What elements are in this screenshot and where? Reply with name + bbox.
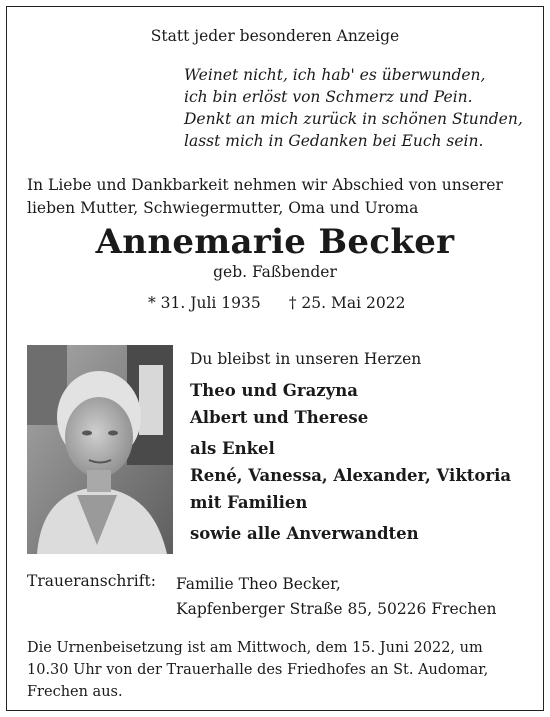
mourning-address: [176, 572, 497, 622]
poem: [184, 64, 523, 152]
deceased-name: Annemarie Becker: [95, 222, 455, 262]
poem-line: ich bin erlöst von Schmerz und Pein.: [184, 88, 473, 106]
farewell-line: lieben Mutter, Schwiegermutter, Oma und Uroma: [27, 199, 419, 217]
funeral-line: Die Urnenbeisetzung ist am Mittwoch, dem 15. Juni 2022, um: [27, 640, 483, 656]
heart-line: Du bleibst in unseren Herzen: [190, 350, 422, 368]
address-line-1: Familie Theo Becker,: [176, 575, 341, 593]
death-date: † 25. Mai 2022: [288, 294, 406, 312]
funeral-line: 10.30 Uhr von der Trauerhalle des Friedhofes an St. Audomar,: [27, 662, 489, 678]
life-dates: [148, 294, 405, 312]
address-line-2: Kapfenberger Straße 85, 50226 Frechen: [176, 600, 497, 618]
poem-line: Denkt an mich zurück in schönen Stunden,: [184, 110, 523, 128]
family-couple-2: Albert und Therese: [190, 408, 369, 427]
address-label: Traueranschrift:: [27, 572, 156, 590]
family-block: [190, 346, 511, 547]
with-families: mit Familien: [190, 493, 308, 512]
family-couple-1: Theo und Grazyna: [190, 381, 358, 400]
funeral-details: [27, 637, 488, 703]
relatives: sowie alle Anverwandten: [190, 524, 419, 543]
poem-line: Weinet nicht, ich hab' es überwunden,: [184, 66, 486, 84]
grandchildren-names: René, Vanessa, Alexander, Viktoria: [190, 466, 512, 485]
grandchildren-label: als Enkel: [190, 439, 275, 458]
funeral-line: Frechen aus.: [27, 684, 123, 700]
poem-line: lasst mich in Gedanken bei Euch sein.: [184, 132, 484, 150]
birth-name: geb. Faßbender: [213, 263, 337, 281]
birth-date: * 31. Juli 1935: [148, 294, 261, 312]
farewell-text: [27, 174, 503, 220]
intro-line: Statt jeder besonderen Anzeige: [150, 27, 400, 45]
farewell-line: In Liebe und Dankbarkeit nehmen wir Abschied von unserer: [27, 176, 503, 194]
portrait-photo: [27, 345, 173, 554]
